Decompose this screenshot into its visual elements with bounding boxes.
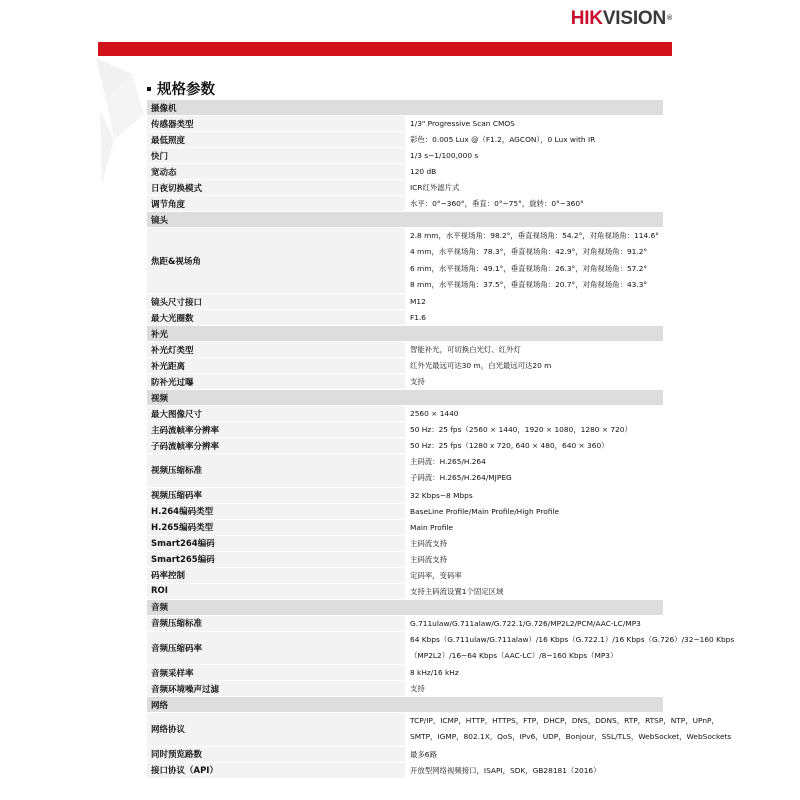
brand-red-bar xyxy=(98,42,672,56)
spec-row xyxy=(147,180,663,196)
spec-value xyxy=(405,342,663,358)
spec-row xyxy=(147,228,663,294)
spec-row xyxy=(147,615,663,631)
spec-row xyxy=(147,487,663,503)
spec-value-line: （MP2L2）/16~64 Kbps（AAC-LC）/8~160 Kbps（MP3） xyxy=(410,650,618,660)
spec-value xyxy=(405,615,663,631)
spec-row xyxy=(147,631,663,665)
spec-label: 视频压缩码率 xyxy=(147,487,405,503)
spec-table xyxy=(147,100,735,779)
spec-row xyxy=(147,196,663,212)
spec-row xyxy=(147,116,663,132)
spec-label: 最大图像尺寸 xyxy=(147,406,405,422)
spec-row xyxy=(147,503,663,519)
category-row xyxy=(147,390,663,406)
spec-value xyxy=(405,196,663,212)
spec-value-line: M12 xyxy=(410,297,426,306)
hikvision-logo xyxy=(571,8,672,30)
spec-value xyxy=(405,294,663,310)
spec-value xyxy=(405,374,663,390)
spec-row xyxy=(147,762,663,778)
spec-value-line: 定码率，变码率 xyxy=(410,570,462,580)
spec-value xyxy=(405,116,663,132)
spec-label: 日夜切换模式 xyxy=(147,180,405,196)
category-row xyxy=(147,100,663,116)
spec-value xyxy=(405,519,663,535)
spec-row xyxy=(147,713,663,747)
spec-value-line: F1.6 xyxy=(410,313,427,322)
spec-value xyxy=(405,535,663,551)
spec-value xyxy=(405,164,663,180)
category-label: 音频 xyxy=(147,599,663,615)
spec-value xyxy=(405,746,663,762)
spec-value-line: 子码流：H.265/H.264/MJPEG xyxy=(410,473,512,483)
spec-value xyxy=(405,132,663,148)
spec-row xyxy=(147,681,663,697)
spec-value xyxy=(405,567,663,583)
spec-row xyxy=(147,519,663,535)
spec-value-line: 2.8 mm，水平视场角：98.2°，垂直视场角：54.2°，对角视场角：114.6° xyxy=(410,231,659,240)
spec-value-line: ICR红外滤片式 xyxy=(410,183,460,192)
spec-row xyxy=(147,294,663,310)
spec-row xyxy=(147,358,663,374)
spec-label: Smart264编码 xyxy=(147,535,405,551)
spec-row xyxy=(147,746,663,762)
spec-value-line: 主码流支持 xyxy=(410,554,447,564)
spec-value xyxy=(405,551,663,567)
spec-value xyxy=(405,454,663,488)
spec-label: 音频压缩码率 xyxy=(147,631,405,665)
category-row xyxy=(147,212,663,228)
spec-value xyxy=(405,487,663,503)
logo-part-hik: HIK xyxy=(570,8,603,29)
spec-value xyxy=(405,310,663,326)
spec-label: 最大光圈数 xyxy=(147,310,405,326)
category-row xyxy=(147,599,663,615)
spec-value-line: 支持 xyxy=(410,684,425,693)
spec-value xyxy=(405,665,663,681)
spec-label: 同时预览路数 xyxy=(147,746,405,762)
page-title xyxy=(147,80,215,100)
category-label: 摄像机 xyxy=(147,100,663,116)
spec-value-line: 最多6路 xyxy=(410,749,437,759)
spec-label: 补光灯类型 xyxy=(147,342,405,358)
spec-value xyxy=(405,503,663,519)
spec-value-line: 彩色：0.005 Lux @（F1.2，AGCON），0 Lux with IR xyxy=(410,135,596,144)
spec-row xyxy=(147,132,663,148)
spec-value-line: Main Profile xyxy=(410,522,453,532)
spec-row xyxy=(147,454,663,488)
category-row xyxy=(147,697,663,713)
spec-value-line: BaseLine Profile/Main Profile/High Profile xyxy=(410,506,559,516)
spec-row xyxy=(147,551,663,567)
spec-value-line: 支持 xyxy=(410,377,425,386)
spec-label: H.265编码类型 xyxy=(147,519,405,535)
spec-label: 调节角度 xyxy=(147,196,405,212)
spec-row xyxy=(147,406,663,422)
logo-registered-mark: ® xyxy=(667,15,672,22)
spec-value xyxy=(405,583,663,599)
category-label: 网络 xyxy=(147,697,663,713)
category-label: 补光 xyxy=(147,326,663,342)
spec-value xyxy=(405,406,663,422)
spec-value-line: 智能补光，可切换白光灯、红外灯 xyxy=(410,345,521,354)
spec-row xyxy=(147,342,663,358)
logo-part-vision: VISION xyxy=(602,8,667,29)
spec-row xyxy=(147,567,663,583)
spec-value-line: 6 mm，水平视场角：49.1°，垂直视场角：26.3°，对角视场角：57.2° xyxy=(410,263,648,273)
title-text: 规格参数 xyxy=(157,82,215,98)
spec-label: 网络协议 xyxy=(147,713,405,747)
spec-value-line: 50 Hz：25 fps（2560 × 1440，1920 × 1080，1280 × 720） xyxy=(410,425,632,434)
spec-label: 码率控制 xyxy=(147,567,405,583)
spec-value-line: SMTP，IGMP，802.1X，QoS，IPv6，UDP，Bonjour，SSL/TLS，WebSocket，WebSockets xyxy=(410,732,732,742)
title-bullet-icon xyxy=(147,87,151,91)
spec-value-line: 主码流：H.265/H.264 xyxy=(410,457,486,466)
spec-value-line: 支持主码流设置1个固定区域 xyxy=(410,586,504,596)
spec-value-line: 开放型网络视频接口，ISAPI，SDK，GB28181（2016） xyxy=(410,765,601,775)
spec-row xyxy=(147,310,663,326)
spec-value xyxy=(405,713,732,747)
spec-label: Smart265编码 xyxy=(147,551,405,567)
decorative-watermark xyxy=(92,56,152,186)
spec-label: 快门 xyxy=(147,148,405,164)
spec-value-line: 50 Hz：25 fps（1280 x 720, 640 × 480，640 × 360） xyxy=(410,441,609,450)
spec-value xyxy=(405,180,663,196)
spec-label: 主码流帧率分辨率 xyxy=(147,422,405,438)
spec-value-line: 红外光最远可达30 m，白光最远可达20 m xyxy=(410,361,552,370)
spec-row xyxy=(147,535,663,551)
spec-label: 视频压缩标准 xyxy=(147,454,405,488)
spec-value-line: 8 kHz/16 kHz xyxy=(410,668,459,677)
spec-label: 音频采样率 xyxy=(147,665,405,681)
spec-value-line: 64 Kbps（G.711ulaw/G.711alaw）/16 Kbps（G.722.1）/16 Kbps（G.726）/32~160 Kbps xyxy=(410,634,735,644)
spec-label: 最低照度 xyxy=(147,132,405,148)
spec-value-line: 8 mm，水平视场角：37.5°，垂直视场角：20.7°，对角视场角：43.3° xyxy=(410,279,648,289)
spec-label: 防补光过曝 xyxy=(147,374,405,390)
spec-value xyxy=(405,438,663,454)
spec-value xyxy=(405,422,663,438)
spec-label: H.264编码类型 xyxy=(147,503,405,519)
spec-label: 焦距&视场角 xyxy=(147,228,405,294)
spec-label: 音频压缩标准 xyxy=(147,615,405,631)
spec-value-line: 1/3" Progressive Scan CMOS xyxy=(410,119,515,128)
spec-value-line: 1/3 s~1/100,000 s xyxy=(410,151,479,160)
spec-value-line: 32 Kbps~8 Mbps xyxy=(410,490,473,500)
spec-value-line: 2560 × 1440 xyxy=(410,409,459,418)
spec-row xyxy=(147,164,663,180)
category-row xyxy=(147,326,663,342)
spec-label: 子码流帧率分辨率 xyxy=(147,438,405,454)
spec-value xyxy=(405,148,663,164)
spec-value-line: 主码流支持 xyxy=(410,538,447,548)
spec-label: 接口协议（API） xyxy=(147,762,405,778)
spec-value-line: G.711ulaw/G.711alaw/G.722.1/G.726/MP2L2/PCM/AAC-LC/MP3 xyxy=(410,618,641,628)
spec-value xyxy=(405,631,735,665)
spec-value xyxy=(405,358,663,374)
spec-row xyxy=(147,374,663,390)
spec-label: 镜头尺寸接口 xyxy=(147,294,405,310)
spec-value-line: 水平：0°~360°，垂直：0°~75°，旋转：0°~360° xyxy=(410,199,584,208)
spec-row xyxy=(147,665,663,681)
spec-value-line: TCP/IP，ICMP，HTTP，HTTPS，FTP，DHCP，DNS，DDNS，RTP，RTSP，NTP，UPnP， xyxy=(410,716,719,725)
spec-value-line: 4 mm，水平视场角：78.3°，垂直视场角：42.9°，对角视场角：91.2° xyxy=(410,247,648,257)
spec-row xyxy=(147,148,663,164)
spec-label: ROI xyxy=(147,583,405,599)
spec-value-line: 120 dB xyxy=(410,167,437,176)
spec-value xyxy=(405,228,663,294)
spec-label: 音频环境噪声过滤 xyxy=(147,681,405,697)
spec-row xyxy=(147,438,663,454)
spec-value xyxy=(405,681,663,697)
spec-row xyxy=(147,583,663,599)
spec-row xyxy=(147,422,663,438)
spec-label: 宽动态 xyxy=(147,164,405,180)
spec-label: 传感器类型 xyxy=(147,116,405,132)
spec-value xyxy=(405,762,663,778)
category-label: 视频 xyxy=(147,390,663,406)
spec-label: 补光距离 xyxy=(147,358,405,374)
category-label: 镜头 xyxy=(147,212,663,228)
